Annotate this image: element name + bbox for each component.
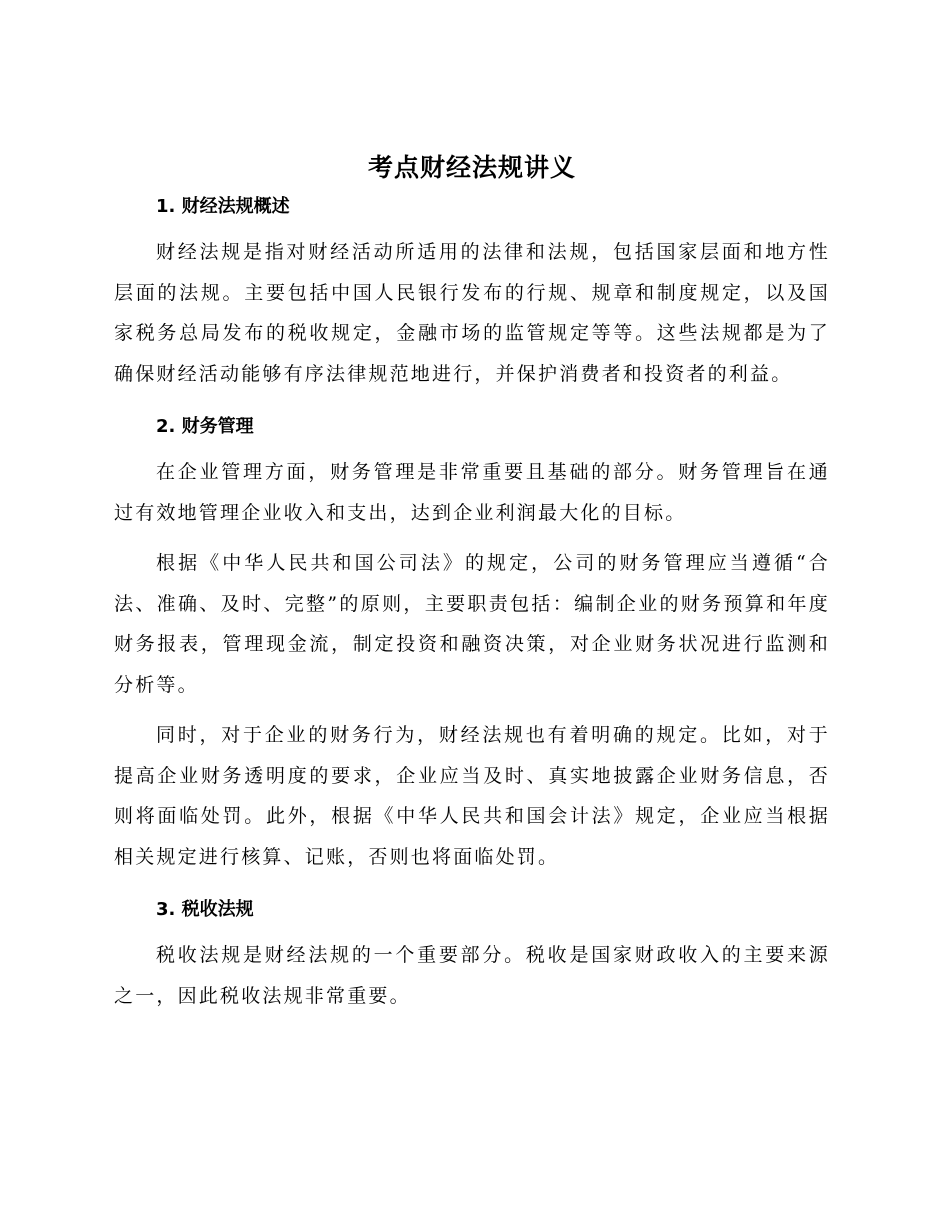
- paragraph: 在企业管理方面，财务管理是非常重要且基础的部分。财务管理旨在通过有效地管理企业收入和支出，达到企业利润最大化的目标。: [114, 461, 830, 524]
- section-overview: [114, 192, 830, 394]
- section-heading: 3. 税收法规: [156, 899, 254, 920]
- spacer: [114, 887, 830, 895]
- paragraph: 根据《中华人民共和国公司法》的规定，公司的财务管理应当遵循“合法、准确、及时、完整”的原则，主要职责包括：编制企业的财务预算和年度财务报表，管理现金流，制定投资和融资决策，对企业财务状况进行监测和分析等。: [114, 552, 830, 696]
- paragraph: 税收法规是财经法规的一个重要部分。税收是国家财政收入的主要来源之一，因此税收法规非常重要。: [114, 944, 830, 1007]
- section-heading: 2. 财务管理: [156, 416, 254, 437]
- section-heading: 1. 财经法规概述: [156, 196, 290, 217]
- section-financial-management: [114, 412, 830, 877]
- document-title: 考点财经法规讲义: [367, 153, 576, 182]
- paragraph: 财经法规是指对财经活动所适用的法律和法规，包括国家层面和地方性层面的法规。主要包括中国人民银行发布的行规、规章和制度规定，以及国家税务总局发布的税收规定，金融市场的监管规定等等。这些法规都是为了确保财经活动能够有序法律规范地进行，并保护消费者和投资者的利益。: [114, 241, 830, 385]
- paragraph: 同时，对于企业的财务行为，财经法规也有着明确的规定。比如，对于提高企业财务透明度的要求，企业应当及时、真实地披露企业财务信息，否则将面临处罚。此外，根据《中华人民共和国会计法》规定，企业应当根据相关规定进行核算、记账，否则也将面临处罚。: [114, 724, 830, 868]
- section-tax-regulations: [114, 895, 830, 1016]
- spacer: [114, 404, 830, 412]
- document-page: [114, 148, 830, 1026]
